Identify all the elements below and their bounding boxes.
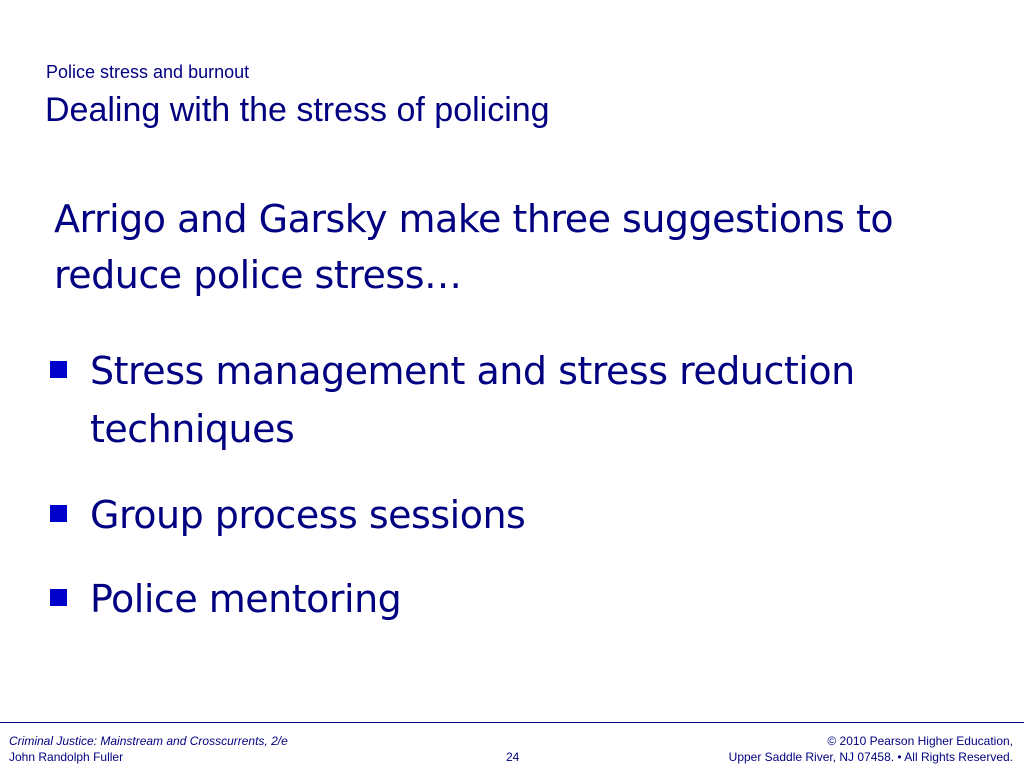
bullet-text: Stress management and stress reduction techniques xyxy=(90,349,855,451)
bullet-item xyxy=(48,570,988,628)
square-bullet-icon xyxy=(50,505,67,522)
slide-subtitle: Police stress and burnout xyxy=(46,62,250,82)
bullet-text: Group process sessions xyxy=(90,493,526,537)
copyright-notice xyxy=(729,733,1013,765)
slide-title: Dealing with the stress of policing xyxy=(45,91,550,129)
bullet-item xyxy=(48,486,988,544)
footer-credits xyxy=(9,733,288,765)
book-title: Criminal Justice: Mainstream and Crosscurrents, 2/e xyxy=(9,734,288,748)
bullet-list xyxy=(48,342,988,656)
intro-text: Arrigo and Garsky make three suggestions to reduce police stress… xyxy=(54,197,894,297)
square-bullet-icon xyxy=(50,361,67,378)
page-number: 24 xyxy=(506,750,520,764)
footer-divider xyxy=(0,722,1024,723)
author-name: John Randolph Fuller xyxy=(9,750,124,764)
bullet-text: Police mentoring xyxy=(90,577,402,621)
copyright-line-2: Upper Saddle River, NJ 07458. • All Rights Reserved. xyxy=(728,750,1013,764)
copyright-line-1: © 2010 Pearson Higher Education, xyxy=(827,734,1013,748)
bullet-item xyxy=(48,342,988,458)
square-bullet-icon xyxy=(50,589,67,606)
